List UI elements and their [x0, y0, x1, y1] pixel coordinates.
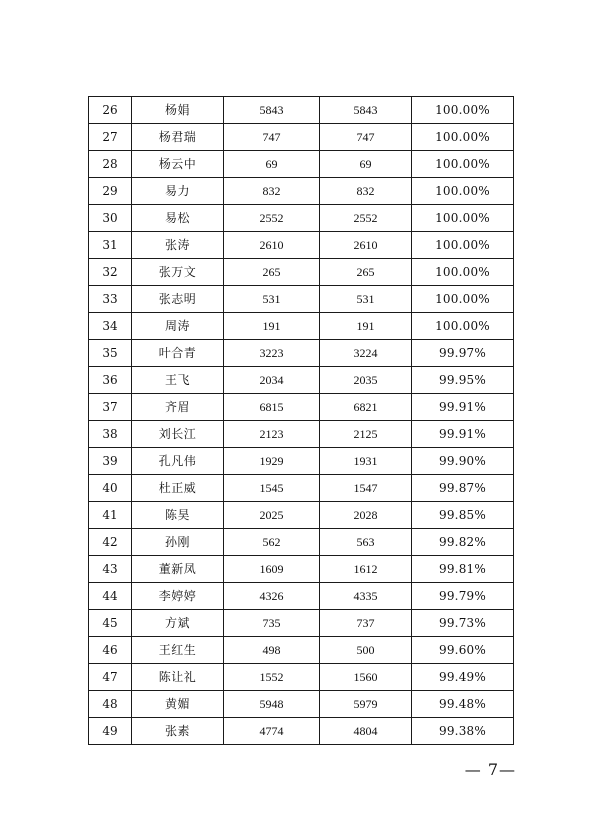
value-a-cell: 2034 [224, 367, 320, 394]
value-b-cell: 747 [320, 124, 412, 151]
table-row [89, 448, 514, 475]
row-index-cell: 40 [89, 475, 132, 502]
table-row [89, 313, 514, 340]
value-a-cell: 5948 [224, 691, 320, 718]
value-a-cell: 1929 [224, 448, 320, 475]
table-row [89, 637, 514, 664]
data-table [88, 96, 514, 745]
value-b-cell: 2035 [320, 367, 412, 394]
table-row [89, 583, 514, 610]
value-b-cell: 5843 [320, 97, 412, 124]
value-b-cell: 1547 [320, 475, 412, 502]
row-index-cell: 45 [89, 610, 132, 637]
percentage-cell: 99.90% [412, 448, 514, 475]
row-index-cell: 36 [89, 367, 132, 394]
row-index-cell: 29 [89, 178, 132, 205]
value-b-cell: 832 [320, 178, 412, 205]
row-index-cell: 28 [89, 151, 132, 178]
percentage-cell: 99.82% [412, 529, 514, 556]
percentage-cell: 99.97% [412, 340, 514, 367]
value-a-cell: 4774 [224, 718, 320, 745]
value-a-cell: 3223 [224, 340, 320, 367]
name-cell: 张素 [132, 718, 224, 745]
table-row [89, 529, 514, 556]
table-row [89, 556, 514, 583]
name-cell: 方斌 [132, 610, 224, 637]
row-index-cell: 49 [89, 718, 132, 745]
percentage-cell: 100.00% [412, 232, 514, 259]
percentage-cell: 99.60% [412, 637, 514, 664]
table-row [89, 259, 514, 286]
percentage-cell: 99.91% [412, 421, 514, 448]
table-row [89, 124, 514, 151]
table-row [89, 394, 514, 421]
name-cell: 张志明 [132, 286, 224, 313]
name-cell: 张万文 [132, 259, 224, 286]
value-a-cell: 1609 [224, 556, 320, 583]
value-a-cell: 832 [224, 178, 320, 205]
value-b-cell: 191 [320, 313, 412, 340]
percentage-cell: 100.00% [412, 151, 514, 178]
percentage-cell: 99.38% [412, 718, 514, 745]
name-cell: 杜正威 [132, 475, 224, 502]
percentage-cell: 99.85% [412, 502, 514, 529]
value-a-cell: 5843 [224, 97, 320, 124]
value-a-cell: 4326 [224, 583, 320, 610]
value-b-cell: 69 [320, 151, 412, 178]
table-row [89, 502, 514, 529]
name-cell: 易力 [132, 178, 224, 205]
value-b-cell: 1612 [320, 556, 412, 583]
value-b-cell: 265 [320, 259, 412, 286]
row-index-cell: 27 [89, 124, 132, 151]
value-b-cell: 2125 [320, 421, 412, 448]
value-b-cell: 1931 [320, 448, 412, 475]
row-index-cell: 34 [89, 313, 132, 340]
row-index-cell: 35 [89, 340, 132, 367]
name-cell: 叶合青 [132, 340, 224, 367]
name-cell: 齐眉 [132, 394, 224, 421]
value-b-cell: 5979 [320, 691, 412, 718]
table-body [89, 97, 514, 745]
value-a-cell: 1552 [224, 664, 320, 691]
name-cell: 黄媚 [132, 691, 224, 718]
percentage-cell: 100.00% [412, 286, 514, 313]
row-index-cell: 31 [89, 232, 132, 259]
value-a-cell: 69 [224, 151, 320, 178]
table-row [89, 178, 514, 205]
value-b-cell: 2028 [320, 502, 412, 529]
name-cell: 周涛 [132, 313, 224, 340]
row-index-cell: 32 [89, 259, 132, 286]
name-cell: 孙刚 [132, 529, 224, 556]
percentage-cell: 99.48% [412, 691, 514, 718]
value-b-cell: 563 [320, 529, 412, 556]
value-a-cell: 1545 [224, 475, 320, 502]
percentage-cell: 100.00% [412, 124, 514, 151]
table-row [89, 151, 514, 178]
percentage-cell: 100.00% [412, 178, 514, 205]
name-cell: 陈昊 [132, 502, 224, 529]
row-index-cell: 47 [89, 664, 132, 691]
row-index-cell: 41 [89, 502, 132, 529]
percentage-cell: 99.87% [412, 475, 514, 502]
value-b-cell: 2610 [320, 232, 412, 259]
value-a-cell: 265 [224, 259, 320, 286]
table-row [89, 367, 514, 394]
table-row [89, 205, 514, 232]
row-index-cell: 26 [89, 97, 132, 124]
row-index-cell: 42 [89, 529, 132, 556]
value-a-cell: 498 [224, 637, 320, 664]
value-a-cell: 6815 [224, 394, 320, 421]
name-cell: 易松 [132, 205, 224, 232]
name-cell: 王飞 [132, 367, 224, 394]
value-a-cell: 2610 [224, 232, 320, 259]
value-b-cell: 4335 [320, 583, 412, 610]
percentage-cell: 100.00% [412, 259, 514, 286]
row-index-cell: 30 [89, 205, 132, 232]
name-cell: 杨云中 [132, 151, 224, 178]
value-b-cell: 737 [320, 610, 412, 637]
percentage-cell: 99.49% [412, 664, 514, 691]
row-index-cell: 39 [89, 448, 132, 475]
table-row [89, 286, 514, 313]
percentage-cell: 99.95% [412, 367, 514, 394]
name-cell: 陈让礼 [132, 664, 224, 691]
value-b-cell: 3224 [320, 340, 412, 367]
value-b-cell: 4804 [320, 718, 412, 745]
percentage-cell: 99.79% [412, 583, 514, 610]
table-row [89, 421, 514, 448]
value-b-cell: 1560 [320, 664, 412, 691]
page-number: — 7— [464, 760, 516, 779]
row-index-cell: 37 [89, 394, 132, 421]
value-b-cell: 531 [320, 286, 412, 313]
row-index-cell: 46 [89, 637, 132, 664]
table-row [89, 718, 514, 745]
row-index-cell: 43 [89, 556, 132, 583]
value-b-cell: 500 [320, 637, 412, 664]
name-cell: 王红生 [132, 637, 224, 664]
percentage-cell: 100.00% [412, 313, 514, 340]
percentage-cell: 99.73% [412, 610, 514, 637]
row-index-cell: 33 [89, 286, 132, 313]
row-index-cell: 48 [89, 691, 132, 718]
name-cell: 李婷婷 [132, 583, 224, 610]
value-b-cell: 2552 [320, 205, 412, 232]
table-row [89, 664, 514, 691]
value-a-cell: 747 [224, 124, 320, 151]
value-a-cell: 735 [224, 610, 320, 637]
name-cell: 孔凡伟 [132, 448, 224, 475]
percentage-cell: 100.00% [412, 205, 514, 232]
percentage-cell: 99.91% [412, 394, 514, 421]
value-a-cell: 2552 [224, 205, 320, 232]
value-a-cell: 2025 [224, 502, 320, 529]
row-index-cell: 44 [89, 583, 132, 610]
table-row [89, 340, 514, 367]
value-a-cell: 531 [224, 286, 320, 313]
table-row [89, 97, 514, 124]
value-a-cell: 191 [224, 313, 320, 340]
name-cell: 董新凤 [132, 556, 224, 583]
name-cell: 杨娟 [132, 97, 224, 124]
value-a-cell: 2123 [224, 421, 320, 448]
value-b-cell: 6821 [320, 394, 412, 421]
row-index-cell: 38 [89, 421, 132, 448]
name-cell: 刘长江 [132, 421, 224, 448]
table-row [89, 691, 514, 718]
table-row [89, 475, 514, 502]
percentage-cell: 100.00% [412, 97, 514, 124]
name-cell: 杨君瑞 [132, 124, 224, 151]
name-cell: 张涛 [132, 232, 224, 259]
percentage-cell: 99.81% [412, 556, 514, 583]
value-a-cell: 562 [224, 529, 320, 556]
table-row [89, 232, 514, 259]
table-row [89, 610, 514, 637]
